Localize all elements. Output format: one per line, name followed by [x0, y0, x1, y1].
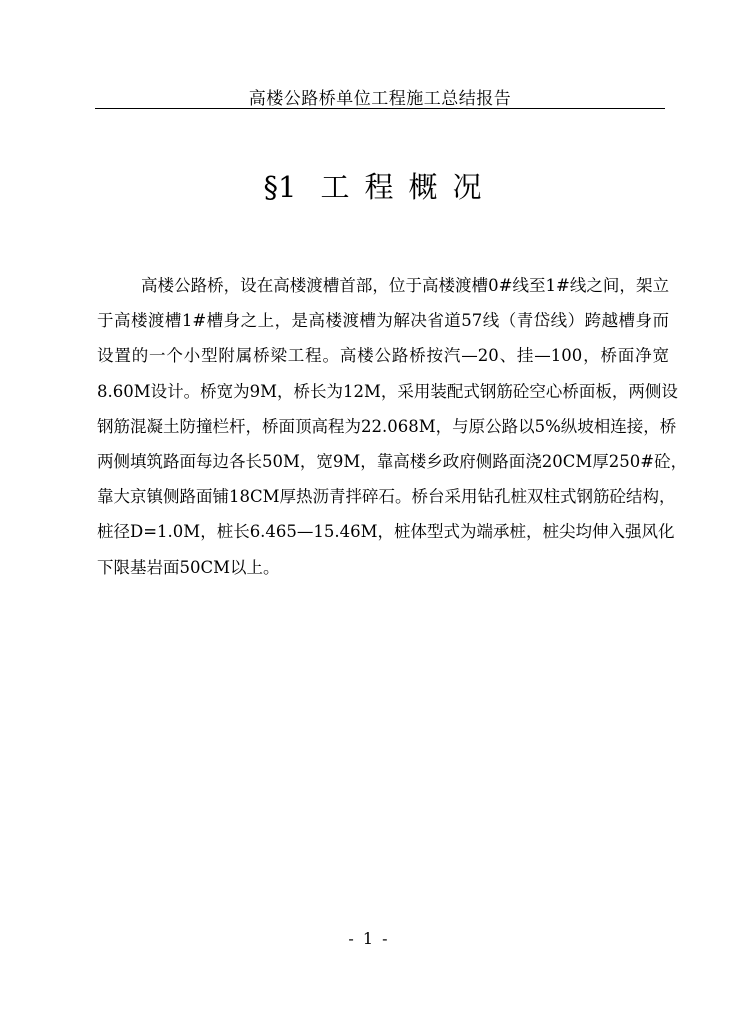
body-paragraph — [97, 268, 688, 585]
header-rule — [95, 108, 665, 109]
running-header: 高楼公路桥单位工程施工总结报告 — [248, 89, 512, 109]
page-number: - 1 - — [348, 929, 390, 948]
paragraph-line: 靠大京镇侧路面铺18CM厚热沥青拌碎石。桥台采用钻孔桩双柱式钢筋砼结构， — [97, 487, 676, 507]
paragraph-line: 设置的一个小型附属桥梁工程。高楼公路桥按汽—20、挂—100，桥面净宽 — [97, 346, 669, 366]
paragraph-line: 两侧填筑路面每边各长50M，宽9M，靠高楼乡政府侧路面浇20CM厚250#砼， — [97, 452, 688, 472]
paragraph-line: 桩径D=1.0M，桩长6.465—15.46M，桩体型式为端承桩，桩尖均伸入强风化 — [97, 522, 675, 542]
section-number: §1 — [263, 170, 297, 204]
paragraph-line: 下限基岩面50CM以上。 — [97, 557, 280, 577]
paragraph-line: 于高楼渡槽1#槽身之上，是高楼渡槽为解决省道57线（青岱线）跨越槽身而 — [97, 311, 669, 331]
section-heading — [95, 165, 665, 206]
paragraph-line: 8.60M设计。桥宽为9M，桥长为12M，采用装配式钢筋砼空心桥面板，两侧设 — [97, 381, 678, 401]
paragraph-line: 钢筋混凝土防撞栏杆，桥面顶高程为22.068M，与原公路以5%纵坡相连接，桥 — [97, 416, 677, 436]
section-title: 工程概况 — [320, 170, 497, 204]
paragraph-line: 高楼公路桥，设在高楼渡槽首部，位于高楼渡槽0#线至1#线之间，架立 — [141, 276, 669, 295]
